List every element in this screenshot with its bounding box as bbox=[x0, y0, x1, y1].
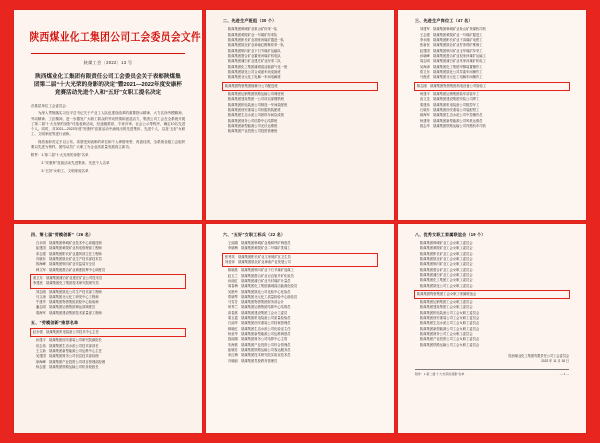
list-item: 陕煤集团蒲白矿业建庄矿业综采二队 bbox=[227, 59, 281, 64]
document-page-6 bbox=[398, 224, 586, 434]
list-item: 田志伟 陕煤集团生态水泥公司技术部部长 bbox=[35, 343, 99, 348]
document-heading: 陕西煤业化工集团有限责任公司工会委员会关于表彰陕煤集团第二届“十大光荣的身影的决定”暨2021—2022年度安康杯竞赛活动先进个人和“五好”女职工提名决定 bbox=[34, 74, 182, 97]
highlighted-list-group bbox=[31, 275, 185, 288]
paragraph-1: 为深入贯彻落实习近平总书记关于产业工人队伍建设改革的重要指示精神，大力弘扬劳模精神、劳动精神、工匠精神，进一步激发广大职工群众的劳动热情和创造活力，集团公司工会在全系统开展了第二届“十大光荣的身影”评选表彰活动，经逐级推荐、专家评审、社会公示等程序，确定10名先进个人。同时，对2021—2022年度“安康杯”竞赛活动中涌现出的先进集体、先进个人，以及“五好”女职工、文明家庭等进行表彰。 bbox=[30, 111, 186, 137]
list-item: 薛海军 陕煤集团生态水泥公司中控操作员 bbox=[419, 113, 483, 118]
attachment-1: 附件：1.第二届“十大光荣的身影”名单 bbox=[30, 153, 89, 158]
page-footer bbox=[415, 369, 569, 376]
list-item: 韩文军 陕煤集团澄合矿业调度指挥中心调度员 bbox=[35, 267, 106, 272]
list-item: 赵建国 陕煤集团铜川矿业玉华煤矿综采工 bbox=[419, 48, 483, 53]
section-title: 三、先进生产岗位工（47 名） bbox=[414, 18, 473, 24]
list-item: 陕煤集团铜川矿业下石节煤矿运输队 bbox=[227, 48, 281, 53]
section-title: 二、先进生产班组（30 个） bbox=[222, 18, 277, 24]
document-page-4 bbox=[14, 224, 202, 434]
list-item: 吴建国 陕煤集团财务公司信息技术部经理 bbox=[35, 354, 99, 359]
list-item: 秦玉霞 陕煤集团机电装备公司质量检验员 bbox=[227, 316, 291, 321]
list-item: 陕煤集团产业投资公司工会女职工委员会 bbox=[419, 337, 480, 342]
list-item: 陕煤集团西安重装公司工会女职工委员会 bbox=[419, 316, 480, 321]
section-title: 四、第七届“劳模创新”（26 名） bbox=[30, 231, 94, 237]
list-item: 陕煤集团陕化公司工会女职工委员会 bbox=[419, 283, 473, 288]
list-item: 孙丽红 陕煤集团蒲白矿业马村煤矿计量员 bbox=[227, 278, 291, 283]
list-item: 薛晓红 陕煤集团生态水泥公司化验室主任 bbox=[227, 326, 291, 331]
document-spread bbox=[14, 10, 586, 433]
list-item: 杨爱华 陕煤集团新型能源公司运维调度员 bbox=[227, 332, 291, 337]
list-item: 朱海燕 陕煤集团产业投资公司综合管理员 bbox=[227, 342, 291, 347]
highlighted-item-text: 赵永强 陕煤集团机电装备公司技术中心主任 bbox=[32, 330, 99, 335]
list-item: 冯晓丽 陕煤集团党校教务管理员 bbox=[227, 358, 278, 363]
list-item: 孙建平 陕煤集团西安重装公司研究院副院长 bbox=[35, 338, 102, 343]
list-item: 李永刚 陕煤集团彬长矿业下沟煤矿电钳工 bbox=[419, 38, 483, 43]
highlighted-item-text: 陕煤集团物资集团榆林分公司配送班 bbox=[224, 83, 278, 88]
list-item: 陕煤集团蒲白矿业工会女职工委员会 bbox=[419, 272, 473, 277]
list-item: 陕煤集团产业投资公司投资管理班 bbox=[227, 129, 278, 134]
page-number: — 1 — bbox=[559, 372, 570, 377]
list-item: 崔晓芳 陕煤集团铁路运输公司客运服务员 bbox=[227, 348, 291, 353]
highlighted-item-text: 陈志刚 陕煤集团物资集团机电设备公司检验工 bbox=[416, 83, 487, 88]
list-item: 何建平 陕煤集团运销集团装车站装车工 bbox=[419, 91, 480, 96]
list-item: 陕煤集团澄合矿业董家河煤矿机电队 bbox=[227, 54, 281, 59]
section-title: 八、优秀女职工家属联谊会（19 个） bbox=[414, 231, 486, 237]
highlighted-item-text: 张秀英 陕煤集团彬长矿业文家坡矿区卫生员 bbox=[224, 254, 291, 259]
list-item: 高春燕 陕煤集团建设集团工会女工委员 bbox=[227, 310, 288, 315]
list-item: 徐海峰 陕煤集团产业投资公司项目管理部经理 bbox=[35, 359, 106, 364]
footer-note: 附件：1.第二届“十大光荣的身影”名单 bbox=[414, 372, 465, 377]
list-item: 周春梅 陕煤集团化工集团蒲城清洁能源化验员 bbox=[227, 284, 298, 289]
list-item: 马俊虎 陕煤集团北元化工电解车间操作工 bbox=[419, 75, 483, 80]
cover-content bbox=[29, 18, 202, 211]
list-item: 吴艳玲 陕煤集团陕化公司化验中心化验员 bbox=[227, 289, 291, 294]
list-item: 王丽娟 陕煤集团韩城矿业桑树坪矿调度员 bbox=[227, 240, 291, 245]
list-item: 陕煤集团机电装备公司制造一车间装配班 bbox=[227, 102, 288, 107]
list-item: 孙晓峰 陕煤集团澄合矿业权家河煤矿运输工 bbox=[419, 54, 486, 59]
cover-body bbox=[31, 104, 185, 174]
list-item: 陕煤集团财务公司工会女职工委员会 bbox=[419, 332, 473, 337]
highlighted-item-text: 姜卫东 陕煤集团蒲白矿业建庄矿业公司技术员 bbox=[32, 275, 103, 280]
document-page-5 bbox=[206, 224, 394, 434]
highlighted-list-item bbox=[31, 329, 185, 336]
list-item: 郑晓琴 陕煤集团北元化工质量检验中心检验员 bbox=[227, 294, 298, 299]
list-item: 牛建华 陕煤集团物资集团质检中心检验师 bbox=[35, 300, 99, 305]
section-title: 六、“五好”女职工标兵（22 名） bbox=[222, 231, 286, 237]
list-item: 李晓梅 陕煤集团黄陵矿业二号煤矿洗煤工 bbox=[227, 246, 291, 251]
list-item: 冯晓东 陕煤集团陕北矿业生产技术部技术员 bbox=[35, 256, 102, 261]
list-item: 陕煤集团彬长矿业胡家河煤矿掘进一队 bbox=[227, 38, 284, 43]
list-item: 陕煤集团生态水泥公司熟料车间烧成班 bbox=[227, 113, 284, 118]
list-item: 赵玉兰 陕煤集团澄合矿业百良旭升矿化验员 bbox=[227, 273, 294, 278]
list-item: 邓红梅 陕煤集团技术研究院实验室技术员 bbox=[227, 353, 291, 358]
list-item: 杨志强 陕煤集团铁路运输公司机务段段长 bbox=[35, 365, 99, 370]
list-item: 陕煤集团运销集团工会女职工委员会 bbox=[419, 300, 473, 305]
list-item: 钱志华 陕煤集团铁路运输公司内燃机车司机 bbox=[419, 123, 486, 128]
list-item: 陕煤集团铜川矿业工会女职工委员会 bbox=[419, 262, 473, 267]
list-item: 陕煤集团韩城矿业象山矿综采一队 bbox=[227, 27, 278, 32]
attachment-2: 2.“安康杯”竞赛活动先进集体、先进个人名单 bbox=[30, 160, 110, 165]
list-item: 潘志明 陕煤集团运销集团调运部调度员 bbox=[35, 305, 96, 310]
list-item: 秦建伟 陕煤集团机电装备公司数控车工 bbox=[419, 102, 480, 107]
highlighted-list-item bbox=[415, 83, 569, 90]
signature-date: 2022 年 11 月 18 日 bbox=[541, 359, 570, 364]
list-item: 陕煤集团建设集团工会女职工委员会 bbox=[419, 305, 473, 310]
list-item: 陕煤集团化工集团工会女职工委员会 bbox=[419, 278, 473, 283]
highlighted-item-text: 李建民 陕煤集团化工集团技术研究院研究员 bbox=[32, 281, 99, 286]
list-item: 陕煤集团机电装备公司工会女职工委员会 bbox=[419, 310, 480, 315]
document-page-cover bbox=[14, 10, 202, 220]
list-item: 陕煤集团财务公司结算中心结算班 bbox=[227, 118, 278, 123]
list-item: 王志强 陕煤集团黄陵矿业一号煤矿掘进工 bbox=[419, 32, 483, 37]
list-item: 钱丽娟 陕煤集团财务公司结算中心主管 bbox=[227, 337, 288, 342]
list-item: 陕煤集团韩城矿业工会女职工委员会 bbox=[419, 240, 473, 245]
highlighted-list-item bbox=[415, 291, 569, 298]
document-page-3 bbox=[398, 10, 586, 220]
list-item: 白永明 陕煤集团韩城矿业技术中心高级技师 bbox=[35, 240, 102, 245]
list-item: 石晓东 陕煤集团西安重装公司装配钳工 bbox=[419, 107, 480, 112]
attachment-3: 3.“五好”女职工、文明家庭名单 bbox=[30, 168, 89, 173]
section-subtitle: 五、“劳模创新”推荐名单 bbox=[30, 320, 79, 326]
list-item: 陕煤集团陕化公司合成氨车间变换班 bbox=[227, 70, 281, 74]
highlighted-item-text: 刘爱萍 陕煤集团陕北矿业神南产业发展公司 bbox=[224, 259, 291, 264]
list-item: 陕煤集团黄陵矿业工会女职工委员会 bbox=[419, 246, 473, 251]
list-item: 陕煤集团彬长矿业工会女职工委员会 bbox=[419, 251, 473, 256]
list-item: 吴海涛 陕煤集团化工集团甲醇装置操作工 bbox=[419, 64, 483, 69]
list-item: 郭海峰 陕煤集团铜川矿业安监局安全员 bbox=[35, 262, 96, 267]
list-item: 刘建军 陕煤集团韩城矿业象山矿采煤机司机 bbox=[419, 27, 486, 32]
list-item: 陕煤集团新型能源公司工会女职工委员会 bbox=[419, 326, 480, 331]
signature-organization: 陕西煤业化工集团有限责任公司工会委员会 bbox=[508, 354, 570, 359]
document-code: 陕煤工会〔2022〕13 号 bbox=[83, 60, 133, 66]
list-item: 陕煤集团西安重装公司综掘机装配班 bbox=[227, 107, 281, 112]
list-item: 邓志强 陕煤集团彬长矿业通风部主任工程师 bbox=[35, 251, 102, 256]
list-item: 陕煤集团铁路运输公司工会女职工委员会 bbox=[419, 342, 480, 347]
list-item: 马雪芳 陕煤集团物资集团财务部会计 bbox=[227, 300, 284, 305]
list-item: 崔建国 陕煤集团黄陵矿业机电管理部工程师 bbox=[35, 246, 102, 251]
list-item: 刘志刚 陕煤集团陕化公司生产技术部工程师 bbox=[35, 289, 102, 294]
title-divider bbox=[31, 53, 185, 54]
list-item: 石丽华 陕煤集团西安重装公司档案管理员 bbox=[227, 321, 291, 326]
list-item: 马文涛 陕煤集团北元化工研发中心工程师 bbox=[35, 294, 99, 299]
list-item: 陕煤集团运销集团铁路运输公司调度班 bbox=[227, 91, 284, 96]
list-item: 陈晓燕 陕煤集团铜川矿业下石节煤矿选煤工 bbox=[227, 268, 294, 273]
list-item: 陕煤集团陕北矿业工会女职工委员会 bbox=[419, 256, 473, 261]
list-item: 陕煤集团新型能源公司光伏运维班 bbox=[227, 123, 278, 128]
list-item: 杨建荣 陕煤集团新型能源公司风机运维员 bbox=[419, 118, 483, 123]
list-item: 陕煤集团化工集团蒲城清洁能源气化一班 bbox=[227, 64, 288, 69]
page6-content bbox=[415, 232, 569, 425]
organization-title: 陕西煤业化工集团公司工会委员会文件 bbox=[29, 31, 202, 45]
highlighted-list-group bbox=[223, 254, 377, 267]
list-item: 陕煤集团黄陵矿业一号煤矿综采队 bbox=[227, 32, 278, 37]
list-item: 王立新 陕煤集团新型能源公司运维中心主任 bbox=[35, 349, 102, 354]
paragraph-2: 现将表彰决定予以公布，希望受到表彰的单位和个人珍惜荣誉、再创佳绩，全系统各级工会组织要以先进为榜样，团结动员广大职工为企业高质量发展再立新功。 bbox=[30, 140, 186, 150]
list-item: 陕煤集团北元化工电解一车间电解班 bbox=[227, 75, 281, 80]
highlighted-list-item bbox=[223, 83, 377, 90]
page4-content bbox=[31, 232, 185, 425]
page2-content bbox=[223, 18, 377, 211]
highlighted-item-text: 陕煤集团物资集团工会女职工家属联谊会 bbox=[416, 291, 477, 296]
salutation: 各基层单位工会委员会： bbox=[30, 103, 70, 108]
signature-block bbox=[415, 354, 569, 364]
page3-content bbox=[415, 18, 569, 211]
list-item: 陕煤集团澄合矿业工会女职工委员会 bbox=[419, 267, 473, 272]
list-item: 周志明 陕煤集团蒲白矿业朱家河煤矿机电工 bbox=[419, 59, 486, 64]
list-item: 陕煤集团建设集团一公司项目部钢筋班 bbox=[227, 97, 284, 102]
list-item: 陕煤集团生态水泥公司工会女职工委员会 bbox=[419, 321, 480, 326]
list-item: 何秀兰 陕煤集团运销集团结算中心结算员 bbox=[227, 305, 291, 310]
list-item: 郑卫东 陕煤集团陕化公司尿素车间操作工 bbox=[419, 70, 483, 74]
document-page-2 bbox=[206, 10, 394, 220]
list-item: 秦海军 陕煤集团建设集团技术质量部工程师 bbox=[35, 310, 102, 315]
page5-content bbox=[223, 232, 377, 425]
list-item: 高文龙 陕煤集团建设集团安装公司焊工 bbox=[419, 97, 480, 102]
list-item: 陕煤集团陕北矿业神南红柳林综采一队 bbox=[227, 43, 284, 48]
list-item: 张新民 陕煤集团陕北矿业柠条塔矿维修工 bbox=[419, 43, 483, 48]
